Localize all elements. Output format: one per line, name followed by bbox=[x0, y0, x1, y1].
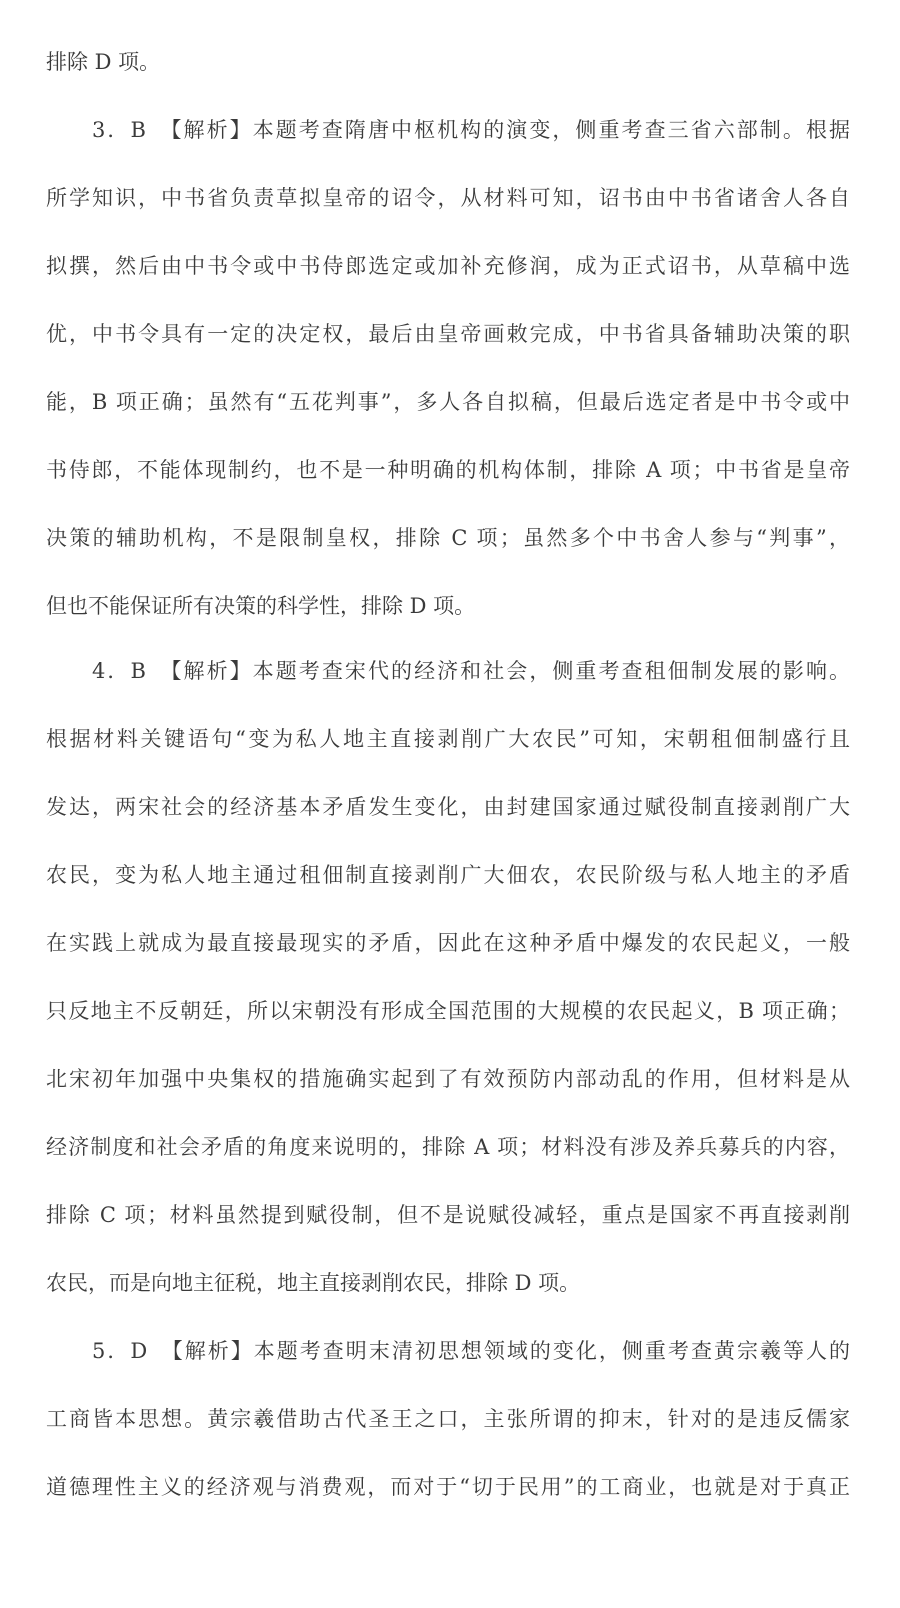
text-line: 只反地主不反朝廷，所以宋朝没有形成全国范围的大规模的农民起义，B 项正确； bbox=[46, 999, 850, 1023]
text-line: 5．D 【解析】本题考查明末清初思想领域的变化，侧重考查黄宗羲等人的 bbox=[92, 1339, 850, 1363]
text-line: 决策的辅助机构，不是限制皇权，排除 C 项；虽然多个中书舍人参与“判事”， bbox=[46, 526, 850, 550]
text-line: 发达，两宋社会的经济基本矛盾发生变化，由封建国家通过赋役制直接剥削广大 bbox=[46, 795, 850, 819]
text-line: 工商皆本思想。黄宗羲借助古代圣王之口，主张所谓的抑末，针对的是违反儒家 bbox=[46, 1407, 850, 1431]
text-line: 优，中书令具有一定的决定权，最后由皇帝画敕完成，中书省具备辅助决策的职 bbox=[46, 322, 850, 346]
text-line: 道德理性主义的经济观与消费观，而对于“切于民用”的工商业，也就是对于真正 bbox=[46, 1475, 850, 1499]
text-line: 农民，而是向地主征税，地主直接剥削农民，排除 D 项。 bbox=[46, 1271, 581, 1295]
text-line: 但也不能保证所有决策的科学性，排除 D 项。 bbox=[46, 594, 476, 618]
text-line: 3．B 【解析】本题考查隋唐中枢机构的演变，侧重考查三省六部制。根据 bbox=[92, 118, 850, 142]
text-line: 排除 C 项；材料虽然提到赋役制，但不是说赋役减轻，重点是国家不再直接剥削 bbox=[46, 1203, 850, 1227]
text-line: 在实践上就成为最直接最现实的矛盾，因此在这种矛盾中爆发的农民起义，一般 bbox=[46, 931, 850, 955]
text-line: 北宋初年加强中央集权的措施确实起到了有效预防内部动乱的作用，但材料是从 bbox=[46, 1067, 850, 1091]
text-line: 书侍郎，不能体现制约，也不是一种明确的机构体制，排除 A 项；中书省是皇帝 bbox=[46, 458, 850, 482]
text-line: 经济制度和社会矛盾的角度来说明的，排除 A 项；材料没有涉及养兵募兵的内容， bbox=[46, 1135, 850, 1159]
text-line: 能，B 项正确；虽然有“五花判事”，多人各自拟稿，但最后选定者是中书令或中 bbox=[46, 390, 850, 414]
text-line: 所学知识，中书省负责草拟皇帝的诏令，从材料可知，诏书由中书省诸舍人各自 bbox=[46, 186, 850, 210]
text-line: 排除 D 项。 bbox=[46, 50, 161, 74]
text-line: 4．B 【解析】本题考查宋代的经济和社会，侧重考查租佃制发展的影响。 bbox=[92, 659, 850, 683]
text-line: 根据材料关键语句“变为私人地主直接剥削广大农民”可知，宋朝租佃制盛行且 bbox=[46, 727, 850, 751]
text-line: 拟撰，然后由中书令或中书侍郎选定或加补充修润，成为正式诏书，从草稿中选 bbox=[46, 254, 850, 278]
text-line: 农民，变为私人地主通过租佃制直接剥削广大佃农，农民阶级与私人地主的矛盾 bbox=[46, 863, 850, 887]
